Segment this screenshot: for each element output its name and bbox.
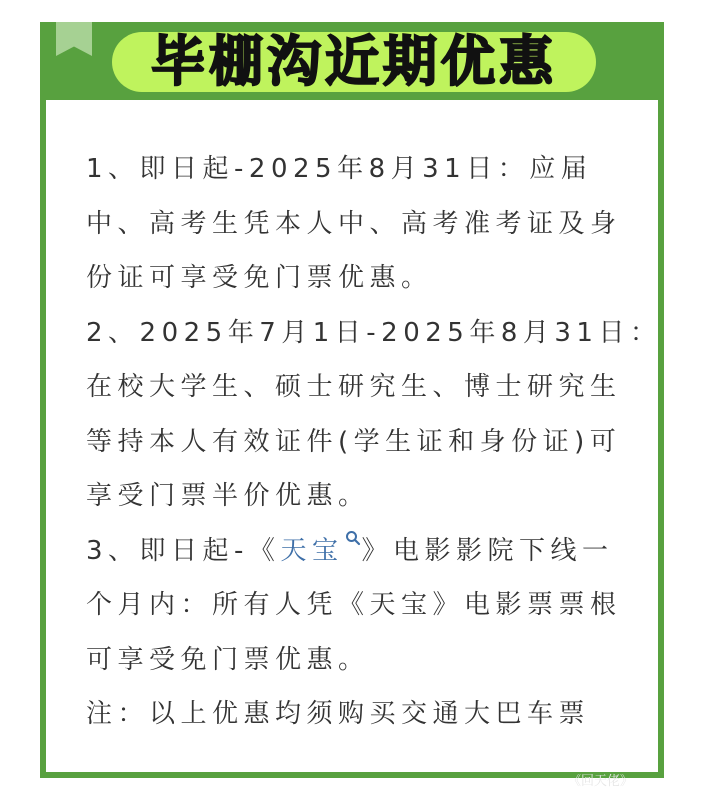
item3-prefix: 3、即日起-《 <box>86 535 281 566</box>
text-line: 可享受免门票优惠。 <box>86 644 370 675</box>
text-line: 中、高考生凭本人中、高考准考证及身 <box>86 208 622 239</box>
text-line: 1、即日起-2025年8月31日：应届 <box>86 154 593 184</box>
promo-text <box>86 142 662 742</box>
watermark: 《回天佬》 <box>568 774 634 789</box>
text-line: 个月内：所有人凭《天宝》电影票票根 <box>86 590 622 620</box>
search-icon[interactable] <box>345 530 361 552</box>
text-line: 注：以上优惠均须购买交通大巴车票 <box>86 699 591 729</box>
text-line: 2、2025年7月1日-2025年8月31日： <box>86 317 662 348</box>
tianbao-link-text[interactable]: 天宝 <box>280 535 344 566</box>
text-line: 份证可享受免门票优惠。 <box>86 263 433 293</box>
text-line: 等持本人有效证件(学生证和身份证)可 <box>86 426 622 457</box>
tianbao-search-link[interactable] <box>280 536 361 566</box>
text-line-item-3 <box>86 524 626 579</box>
item3-suffix: 》电影影院下线一 <box>361 535 614 566</box>
title-banner <box>112 28 596 96</box>
text-line: 享受门票半价优惠。 <box>86 481 370 511</box>
page-title: 毕棚沟近期优惠 <box>151 30 557 93</box>
text-line: 在校大学生、硕士研究生、博士研究生 <box>86 372 622 402</box>
